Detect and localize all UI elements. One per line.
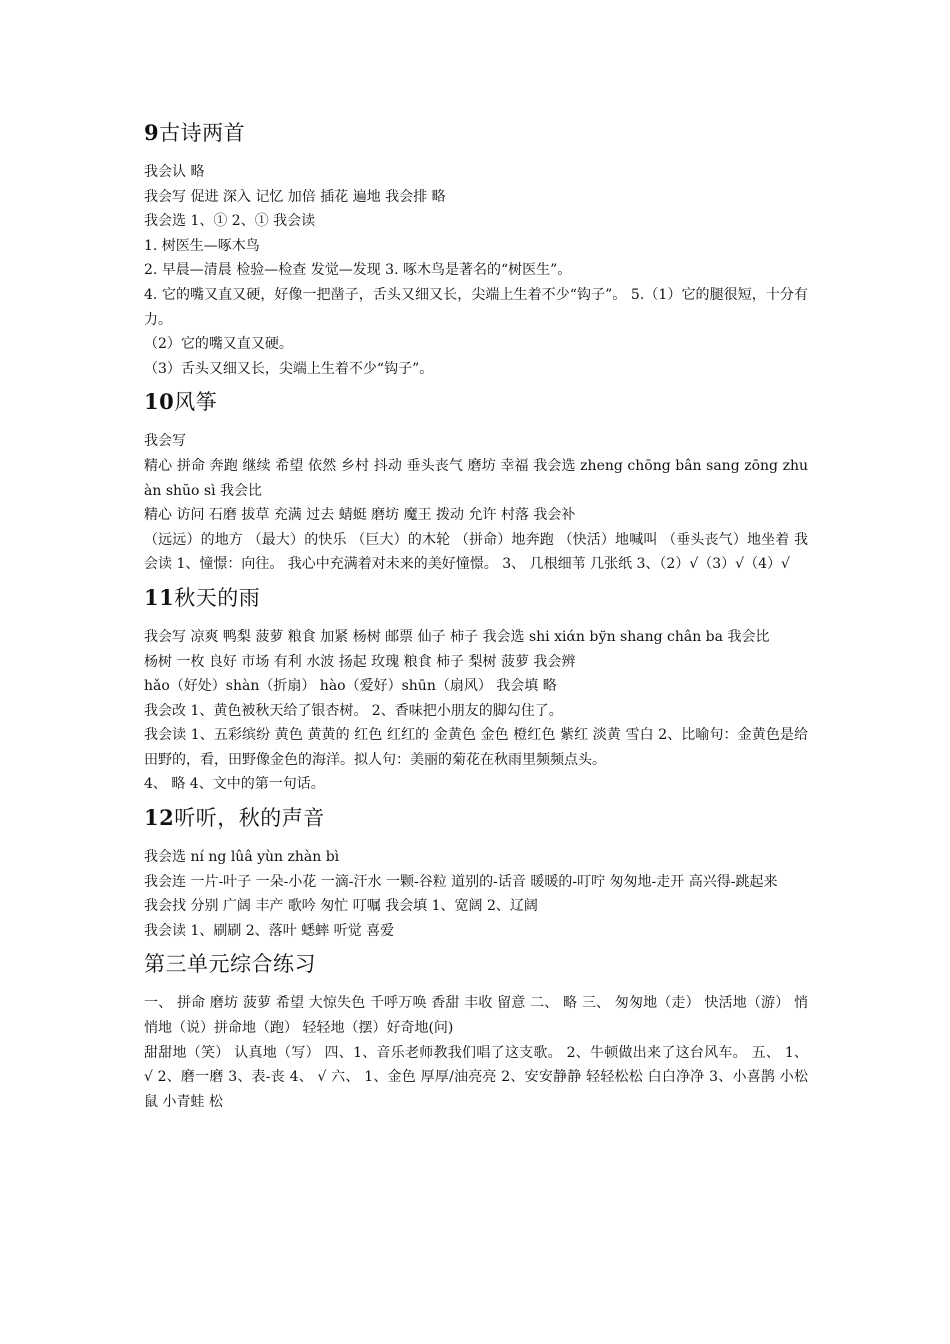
- text-line: 4、 略 4、文中的第一句话。: [144, 776, 325, 793]
- text-line: 我会认 略: [144, 164, 205, 180]
- text-line: （远远）的地方 （最大）的快乐 （巨大）的木轮 （拼命）地奔跑 （快活）地喊叫 （垂头丧气）地坐着 我会读 1、憧憬：向往。 我心中充满着对未来的美好憧憬。 3、 几根细苇 几张纸 3、（2）√（3）√（4）√: [144, 531, 808, 573]
- text-line: 杨树 一枚 良好 市场 有利 水波 扬起 玫瑰 粮食 柿子 梨树 菠萝 我会辨: [144, 653, 576, 670]
- text-line: 一、 拼命 磨坊 菠萝 希望 大惊失色 千呼万唤 香甜 丰收 留意 二、 略 三、 匆匆地（走） 快活地（游） 悄悄地（说）拼命地（跑） 轻轻地（摆）好奇地(问): [144, 995, 808, 1037]
- section-lesson-10: [144, 387, 808, 577]
- text-line: （3）舌头又细又长，尖端上生着不少“钩子”。: [144, 360, 434, 377]
- text-line: 精心 访问 石磨 拔草 充满 过去 蜻蜓 磨坊 魔王 拨动 允许 村落 我会补: [144, 507, 576, 524]
- text-line: 我会写 凉爽 鸭梨 菠萝 粮食 加紧 杨树 邮票 仙子 柿子 我会选 shi xiάn bўn shang chân ba 我会比: [144, 628, 770, 645]
- section-heading: 9古诗两首: [144, 120, 246, 145]
- text-line: 我会找 分别 广阔 丰产 歌吟 匆忙 叮嘱 我会填 1、宽阔 2、辽阔: [144, 898, 538, 915]
- text-line: 我会读 1、刷刷 2、落叶 蟋蟀 听觉 喜爱: [144, 922, 395, 939]
- text-line: 甜甜地（笑） 认真地（写） 四、1、音乐老师教我们唱了这支歌。 2、牛顿做出来了这台风车。 五、 1、 √ 2、磨一磨 3、表-丧 4、 √ 六、 1、金色 厚厚/油亮亮 2、安安静静 轻轻松松 白白净净 3、小喜鹊 小松鼠 小青蛙 松: [144, 1044, 808, 1110]
- section-heading: 11秋天的雨: [144, 584, 261, 610]
- text-line: 我会连 一片-叶子 一朵-小花 一滴-汗水 一颗-谷粒 道别的-话音 暖暖的-叮咛 匆匆地-走开 高兴得-跳起来: [144, 873, 778, 890]
- section-lesson-9: [144, 118, 808, 381]
- section-heading: 10风筝: [144, 389, 218, 415]
- section-heading: 12听听，秋的声音: [144, 805, 325, 831]
- text-line: 我会写: [144, 433, 186, 450]
- section-heading: 第三单元综合练习: [144, 952, 316, 977]
- section-lesson-12: [144, 803, 808, 943]
- text-line: 精心 拼命 奔跑 继续 希望 依然 乡村 抖动 垂头丧气 磨坊 幸福 我会选 zheng chōng bân sang zōng zhuàn shŭo sì 我会比: [144, 457, 808, 499]
- text-line: 我会选 1、① 2、① 我会读: [144, 213, 316, 230]
- section-unit-3-review: [144, 949, 808, 1114]
- text-line: 我会选 ní ng lûâ yùn zhàn bì: [144, 849, 340, 866]
- section-lesson-11: [144, 583, 808, 797]
- text-line: （2）它的嘴又直又硬。: [144, 336, 293, 353]
- text-line: hǎo（好处）shàn（折扇） hào（爱好）shūn（扇风） 我会填 略: [144, 678, 557, 695]
- text-line: 我会改 1、黄色被秋天给了银杏树。 2、香味把小朋友的脚勾住了。: [144, 702, 563, 719]
- text-line: 我会写 促进 深入 记忆 加倍 插花 遍地 我会排 略: [144, 188, 446, 205]
- document-page: [144, 118, 808, 1114]
- text-line: 1. 树医生—啄木鸟: [144, 237, 260, 254]
- text-line: 4. 它的嘴又直又硬，好像一把凿子，舌头又细又长，尖端上生着不少“钩子”。 5.（1）它的腿很短，十分有力。: [144, 286, 808, 328]
- text-line: 我会读 1、五彩缤纷 黄色 黄黄的 红色 红红的 金黄色 金色 橙红色 紫红 淡黄 雪白 2、比喻句：金黄色是给田野的，看，田野像金色的海洋。拟人句：美丽的菊花在秋雨里频频点头。: [144, 727, 808, 768]
- text-line: 2. 早晨—清晨 检验—检查 发觉—发现 3. 啄木鸟是著名的“树医生”。: [144, 262, 572, 279]
